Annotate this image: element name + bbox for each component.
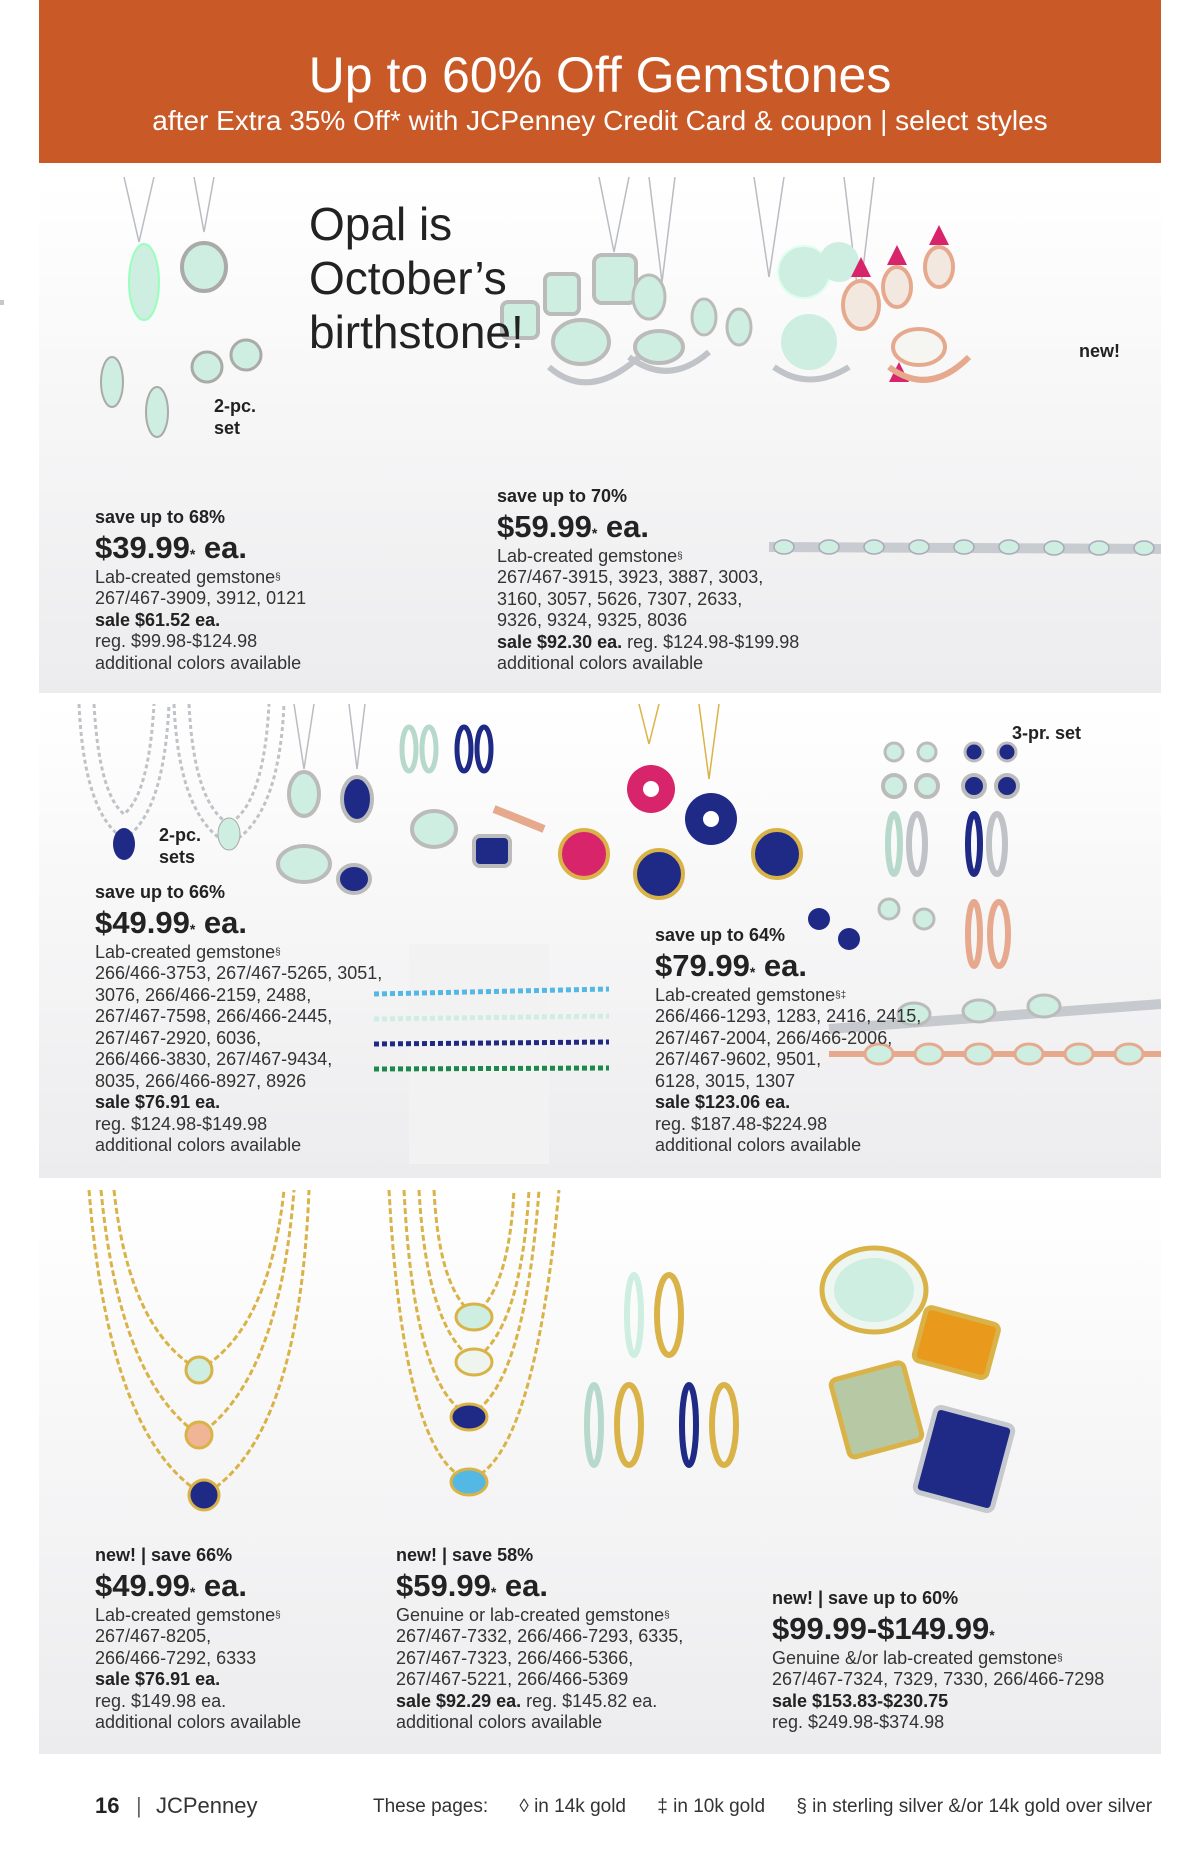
opal-ring-2 xyxy=(412,811,456,847)
banner-title: Up to 60% Off Gemstones xyxy=(308,47,892,103)
opal-panel xyxy=(39,177,1161,693)
offer-reg: reg. $149.98 ea. xyxy=(95,1690,227,1711)
offer-reg: reg. $99.98-$124.98 xyxy=(95,631,258,651)
offer-opal-b xyxy=(497,486,799,675)
ruby-flower-pendant xyxy=(627,765,675,813)
hoop-earrings-small xyxy=(402,727,491,771)
offer-sku: 266/466-7292, 6333 xyxy=(95,1647,257,1668)
offer-colors: additional colors available xyxy=(95,652,302,673)
gold-gemstones-panel xyxy=(39,1190,1161,1754)
offer-sale: sale $123.06 ea. xyxy=(655,1092,791,1112)
legend-sterling-silver: § in sterling silver &/or 14k gold over silver xyxy=(796,1796,1153,1817)
offer-sku: 267/467-7332, 266/466-7293, 6335, xyxy=(396,1626,684,1646)
sets-note xyxy=(159,824,201,868)
offer-gold-b xyxy=(396,1545,683,1734)
layered-necklaces xyxy=(79,704,284,844)
set-note-line-2: set xyxy=(214,418,241,438)
ruby-flower-ring xyxy=(560,830,608,878)
offer-save: save up to 68% xyxy=(95,507,226,527)
offer-sale-reg: sale $92.29 ea. reg. $145.82 ea. xyxy=(396,1690,658,1711)
opal-stones-right xyxy=(502,255,751,382)
offer-sku: 267/467-7324, 7329, 7330, 266/466-7298 xyxy=(772,1669,1105,1689)
offer-sku: 267/467-7323, 266/466-5366, xyxy=(396,1647,634,1668)
headline-line-2: October’s xyxy=(309,252,507,304)
offer-opal-a xyxy=(95,507,306,674)
offer-sku: 3160, 3057, 5626, 7307, 2633, xyxy=(497,588,743,609)
opal-pendant-left xyxy=(124,177,214,242)
opal-tennis-bracelet xyxy=(769,540,1161,555)
symbol-legend xyxy=(373,1796,1178,1818)
offer-reg: reg. $124.98-$149.98 xyxy=(95,1113,268,1134)
offer-sale: sale $76.91 ea. xyxy=(95,1092,221,1112)
offer-price: $99.99-$149.99* xyxy=(772,1610,995,1646)
offer-price: $39.99* ea. xyxy=(95,529,248,565)
offer-sku: 9326, 9324, 9325, 8036 xyxy=(497,610,688,630)
gold-hoop-earrings xyxy=(587,1275,736,1465)
offer-desc: Lab-created gemstone§ xyxy=(95,566,281,587)
offer-save: new! | save up to 60% xyxy=(772,1588,959,1608)
bolo-bracelets xyxy=(374,944,609,1164)
offer-sku: 267/467-2004, 266/466-2006, xyxy=(655,1027,893,1048)
page-footer xyxy=(0,1793,1200,1823)
opal-ring xyxy=(278,846,330,882)
offer-sku: 266/466-3753, 267/467-5265, 3051, xyxy=(95,963,383,983)
blue-topaz-oval xyxy=(451,1469,487,1495)
sapphire-teardrop xyxy=(113,828,135,860)
ruby-opal-earrings xyxy=(843,225,969,382)
offer-save: save up to 66% xyxy=(95,882,226,902)
legend-10k-gold: ‡ in 10k gold xyxy=(657,1796,766,1817)
opal-gem xyxy=(186,1357,212,1383)
offer-desc: Lab-created gemstone§ xyxy=(95,941,281,962)
set-note xyxy=(214,395,256,439)
offer-price: $79.99* ea. xyxy=(655,947,808,983)
offer-sku: 266/466-1293, 1283, 2416, 2415, xyxy=(655,1006,922,1026)
offer-sku: 267/467-3909, 3912, 0121 xyxy=(95,588,307,608)
offer-price: $49.99* ea. xyxy=(95,904,248,940)
offer-sku: 3076, 266/466-2159, 2488, xyxy=(95,984,312,1005)
new-badge: new! xyxy=(1079,341,1121,361)
offer-colors: additional colors available xyxy=(95,1135,302,1155)
offer-sale: sale $61.52 ea. xyxy=(95,609,221,630)
colored-gemstones-panel xyxy=(39,704,1161,1178)
offer-desc: Genuine &/or lab-created gemstone§ xyxy=(772,1647,1063,1668)
cocktail-rings xyxy=(822,1248,1014,1512)
legend-label: These pages: xyxy=(373,1796,489,1817)
promo-banner xyxy=(39,0,1161,163)
offer-price: $59.99* ea. xyxy=(497,508,650,544)
offer-price: $59.99* ea. xyxy=(396,1567,549,1603)
offer-colors: additional colors available xyxy=(95,1712,302,1732)
layered-gold-necklace-b xyxy=(389,1190,559,1480)
offer-sku: 267/467-3915, 3923, 3887, 3003, xyxy=(497,567,764,587)
offer-sale-reg: sale $92.30 ea. reg. $124.98-$199.98 xyxy=(497,631,800,652)
opal-oval xyxy=(456,1304,492,1330)
offer-sku: 267/467-8205, xyxy=(95,1626,212,1646)
offer-save: new! | save 58% xyxy=(396,1545,534,1565)
offer-sku: 6128, 3015, 1307 xyxy=(655,1070,796,1091)
offer-save: new! | save 66% xyxy=(95,1545,233,1565)
sapphire-pendant xyxy=(342,777,372,821)
birthstone-headline xyxy=(309,197,524,359)
morganite-gem xyxy=(186,1422,212,1448)
rose-gold-band xyxy=(494,809,544,829)
offer-colors: additional colors available xyxy=(396,1712,603,1732)
offer-colors: additional colors available xyxy=(497,653,704,673)
offer-save: save up to 64% xyxy=(655,925,786,945)
headline-line-3: birthstone! xyxy=(309,306,524,358)
sapphire-flower-earring xyxy=(753,830,801,878)
offer-save: save up to 70% xyxy=(497,486,628,506)
opal-teardrop xyxy=(218,818,240,850)
offer-gold-c xyxy=(772,1588,1104,1734)
opal-stud xyxy=(879,899,899,919)
sets-note-line-1: 2-pc. xyxy=(159,825,202,845)
offer-sku: 8035, 266/466-8927, 8926 xyxy=(95,1070,307,1091)
footer-separator: | xyxy=(136,1793,142,1818)
sapphire-cushion-ring xyxy=(474,836,510,866)
set-note-line-1: 2-pc. xyxy=(214,396,257,416)
stud-earrings-set xyxy=(883,743,1018,797)
sapphire-oval xyxy=(451,1404,487,1430)
offer-desc: Lab-created gemstone§‡ xyxy=(655,984,847,1005)
three-pair-set-note: 3-pr. set xyxy=(1012,723,1082,743)
legend-14k-gold: ◊ in 14k gold xyxy=(519,1796,626,1817)
sapphire-flower-ring xyxy=(635,850,683,898)
sets-note-line-2: sets xyxy=(159,847,196,867)
offer-sku: 267/467-7598, 266/466-2445, xyxy=(95,1006,333,1026)
offer-desc: Lab-created gemstone§ xyxy=(95,1604,281,1625)
offer-reg: reg. $187.48-$224.98 xyxy=(655,1113,828,1134)
offer-sku: 266/466-3830, 267/467-9434, xyxy=(95,1049,333,1069)
offer-colors: additional colors available xyxy=(655,1135,862,1155)
offer-gem-b xyxy=(655,925,921,1157)
page-number: 16 xyxy=(95,1793,120,1818)
opal-pendant xyxy=(289,772,319,816)
white-topaz-oval xyxy=(456,1349,492,1375)
offer-price: $49.99* ea. xyxy=(95,1567,248,1603)
offer-desc: Lab-created gemstone§ xyxy=(497,545,683,566)
offer-sale: sale $153.83-$230.75 xyxy=(772,1690,949,1711)
offer-gold-a xyxy=(95,1545,301,1734)
sapphire-gem xyxy=(189,1480,219,1510)
offer-sale: sale $76.91 ea. xyxy=(95,1669,221,1689)
offer-sku: 267/467-9602, 9501, xyxy=(655,1049,822,1069)
offer-desc: Genuine or lab-created gemstone§ xyxy=(396,1604,670,1625)
page-edge-mark xyxy=(0,300,4,305)
brand-name: JCPenney xyxy=(156,1793,258,1818)
banner-subtitle: after Extra 35% Off* with JCPenney Credit Card & coupon | select styles xyxy=(152,105,1048,136)
headline-line-1: Opal is xyxy=(309,198,453,250)
offer-reg: reg. $249.98-$374.98 xyxy=(772,1712,945,1732)
offer-gem-a xyxy=(95,882,382,1157)
offer-sku: 267/467-2920, 6036, xyxy=(95,1027,262,1048)
sapphire-flower-pendant xyxy=(685,793,737,845)
offer-sku: 267/467-5221, 266/466-5369 xyxy=(396,1669,629,1689)
